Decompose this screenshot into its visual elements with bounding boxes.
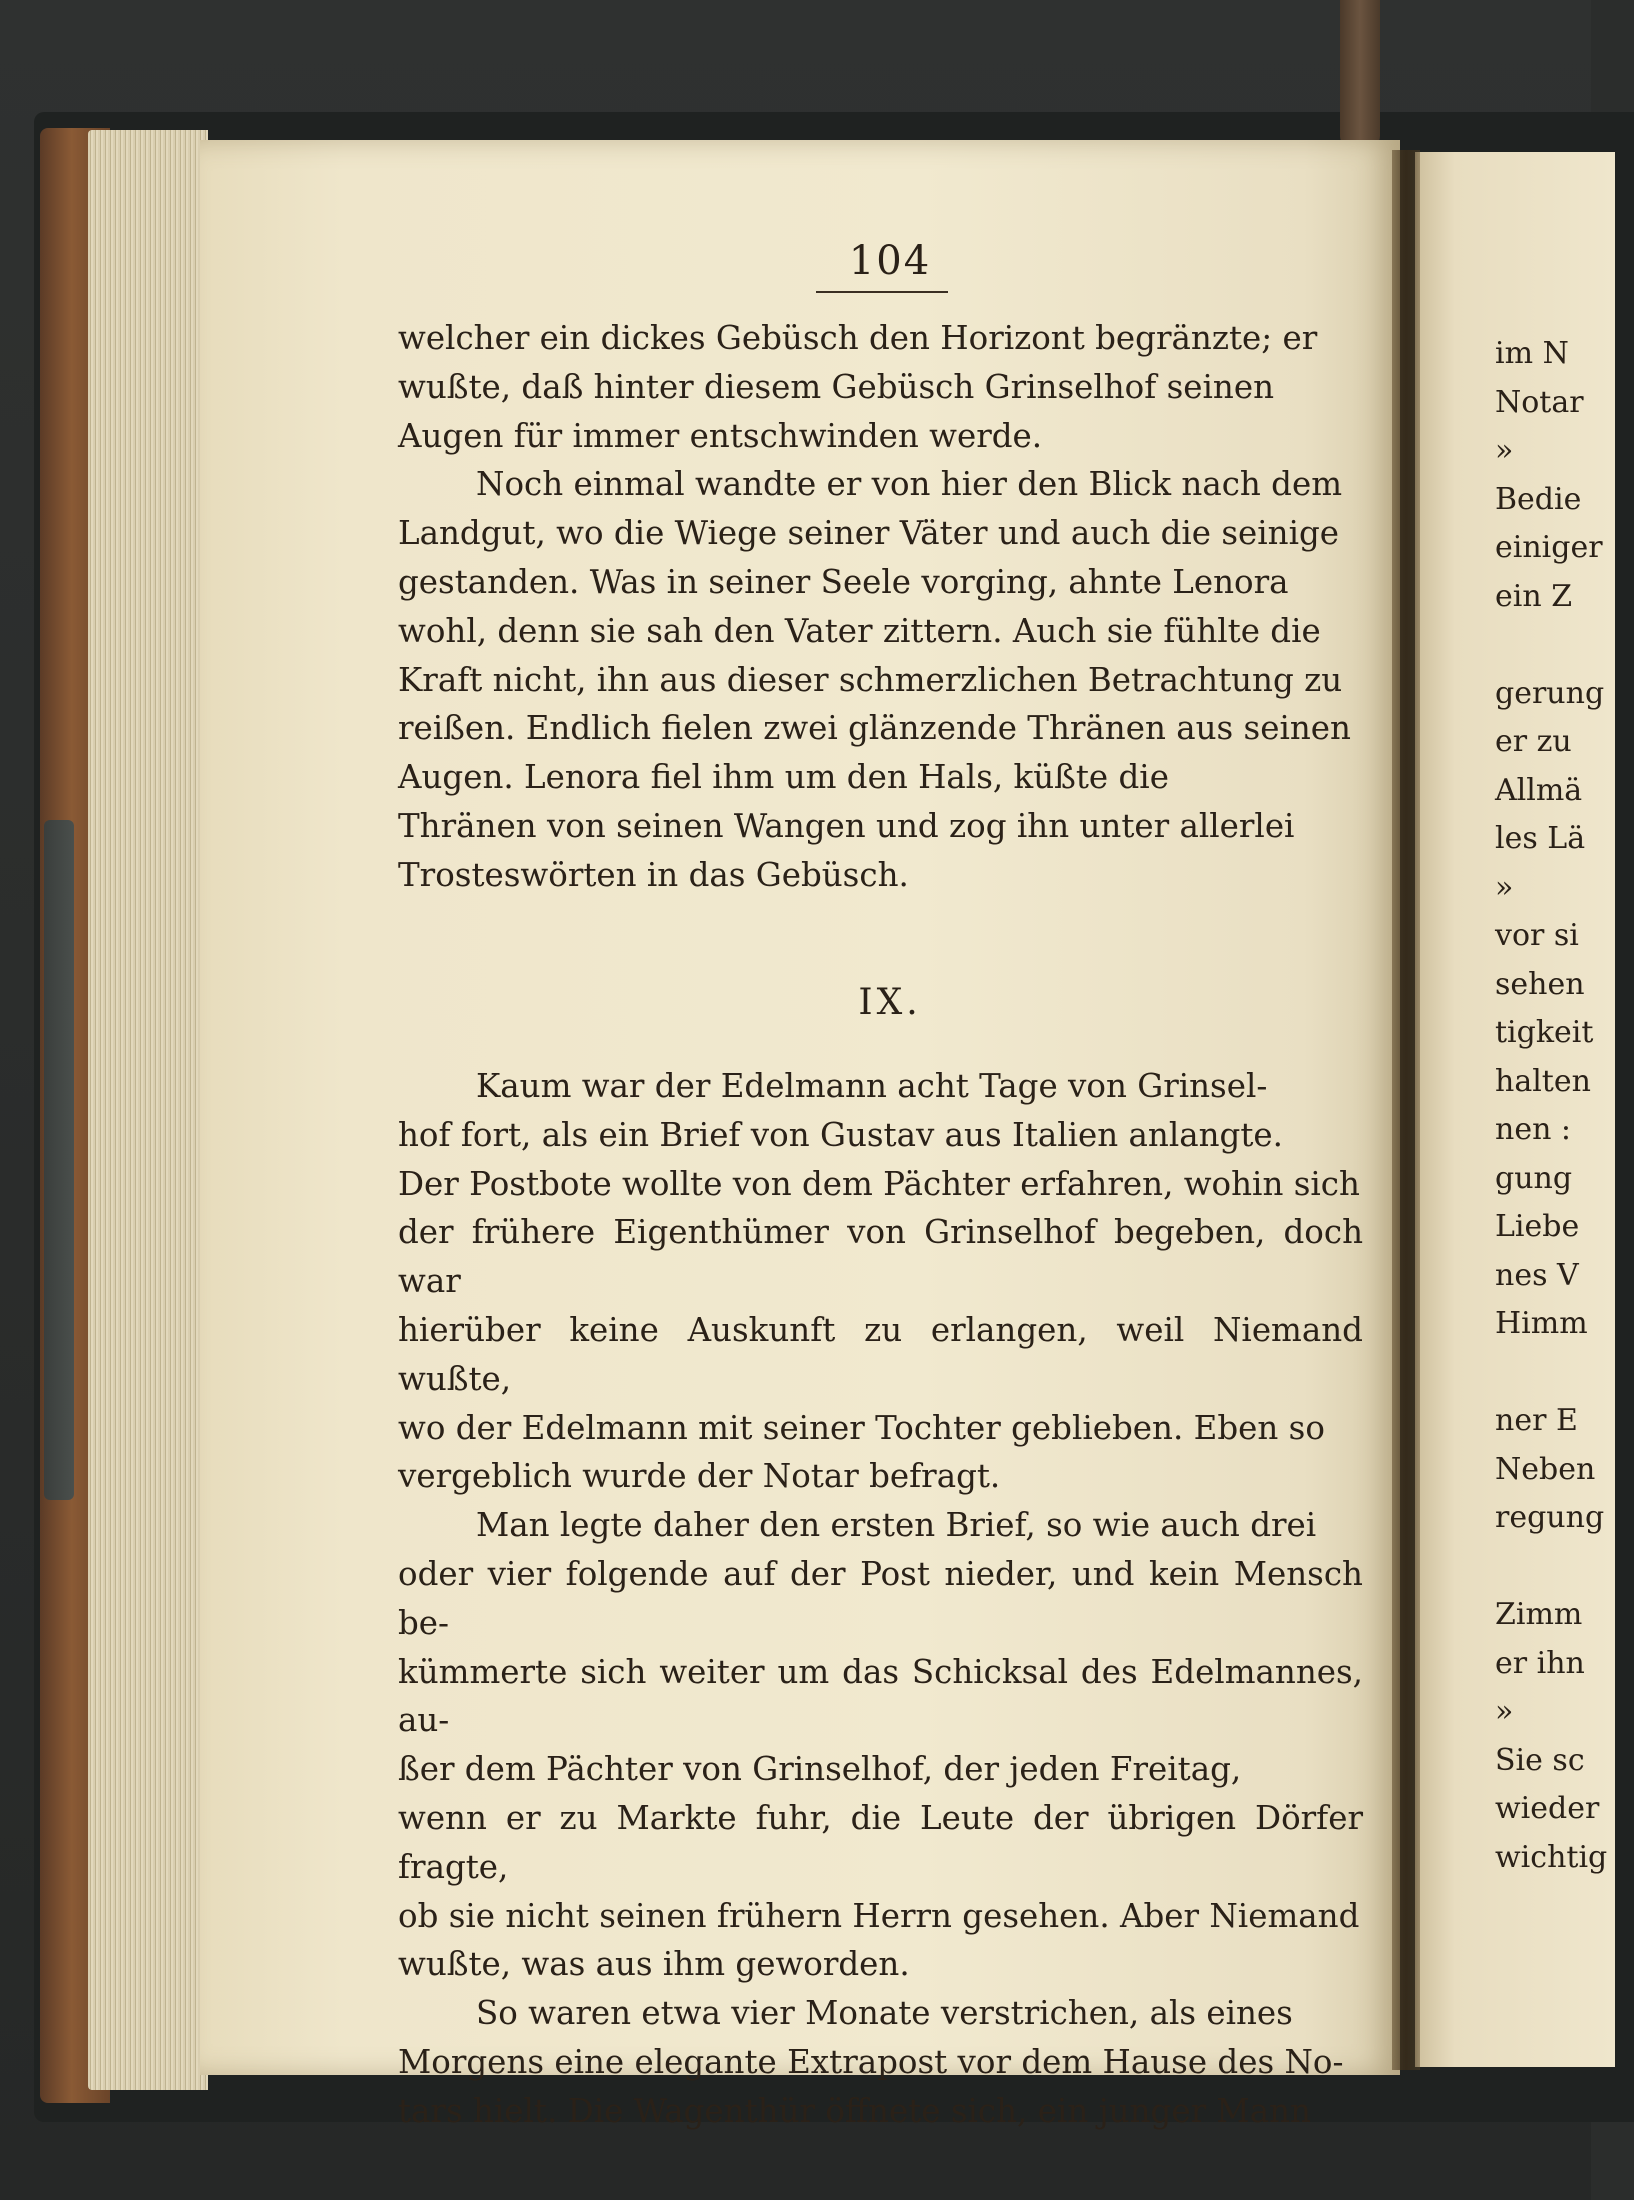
facing-page-line: gerung — [1495, 675, 1605, 711]
text-block-after-chapter — [398, 1062, 1363, 2136]
page-block-edges — [88, 130, 208, 2090]
text-line: Augen für immer entschwinden werde. — [398, 416, 1043, 455]
book-gutter — [1392, 150, 1420, 2070]
text-line: tars hielt. Die Wagenthür öffnete sich, ein junger Mann — [398, 2091, 1311, 2130]
facing-page-line: regung — [1495, 1500, 1605, 1535]
text-line: Augen. Lenora fiel ihm um den Hals, küßte die — [398, 758, 1169, 797]
text-line: Noch einmal wandte er von hier den Blick nach dem — [476, 465, 1343, 504]
text-line: wußte, daß hinter diesem Gebüsch Grinselhof seinen — [398, 367, 1275, 406]
facing-page-line: » — [1495, 433, 1514, 468]
text-line: Kraft nicht, ihn aus dieser schmerzlichen Betrachtung zu — [398, 660, 1343, 699]
facing-page-text — [1495, 330, 1615, 1882]
chapter-heading: IX. — [858, 982, 922, 1023]
facing-page-line: einiger — [1495, 530, 1603, 565]
facing-page-line: im N — [1495, 336, 1569, 371]
paragraph — [398, 1062, 1363, 1501]
facing-page-line: tigkeit — [1495, 1015, 1594, 1050]
facing-page-line: nes V — [1495, 1257, 1579, 1293]
facing-page-line: Notar — [1495, 384, 1584, 420]
text-line: ob sie nicht seinen frühern Herrn gesehen. Aber Niemand — [398, 1896, 1360, 1935]
facing-page-line: wieder — [1495, 1791, 1600, 1826]
facing-page-line: sehen — [1495, 966, 1585, 1002]
text-line: wo der Edelmann mit seiner Tochter geblieben. Eben so — [398, 1408, 1325, 1447]
text-line: Landgut, wo die Wiege seiner Väter und auch die seinige — [398, 514, 1340, 553]
facing-page-line: wichtig — [1495, 1839, 1608, 1875]
text-line: wenn er zu Markte fuhr, die Leute der übrigen Dörfer fragte, — [398, 1798, 1363, 1886]
facing-page-line: Sie sc — [1495, 1742, 1585, 1778]
paragraph — [398, 314, 1363, 460]
text-line: hof fort, als ein Brief von Gustav aus Italien anlangte. — [398, 1115, 1283, 1154]
text-line: vergeblich wurde der Notar befragt. — [398, 1457, 1001, 1496]
facing-page-line: er ihn — [1495, 1645, 1585, 1681]
bookmark-ribbon — [1340, 0, 1380, 150]
text-line: So waren etwa vier Monate verstrichen, als eines — [476, 1994, 1293, 2033]
facing-page-line: Himm — [1495, 1306, 1588, 1341]
facing-page-line: les Lä — [1495, 821, 1586, 856]
text-line: reißen. Endlich fielen zwei glänzende Thränen aus seinen — [398, 709, 1351, 748]
paragraph — [398, 460, 1363, 899]
text-line: oder vier folgende auf der Post nieder, und kein Mensch be- — [398, 1554, 1363, 1642]
facing-page-line: nen : — [1495, 1112, 1572, 1147]
text-line: gestanden. Was in seiner Seele vorging, ahnte Lenora — [398, 562, 1289, 601]
text-line: Kaum war der Edelmann acht Tage von Grinsel- — [476, 1067, 1268, 1105]
text-line: welcher ein dickes Gebüsch den Horizont begränzte; er — [398, 319, 1318, 357]
facing-page-line: halten — [1495, 1063, 1591, 1099]
paragraph — [398, 1501, 1363, 1989]
facing-page-line: Allmä — [1495, 772, 1583, 808]
page-number-rule — [816, 291, 948, 293]
book-cover-worn-patch — [44, 820, 74, 1500]
text-line: Thränen von seinen Wangen und zog ihn unter allerlei — [398, 806, 1295, 845]
text-line: wußte, was aus ihm geworden. — [398, 1945, 910, 1984]
facing-page-line: Liebe — [1495, 1209, 1580, 1244]
facing-page-line: » — [1495, 1694, 1514, 1729]
text-line: Der Postbote wollte von dem Pächter erfahren, wohin sich — [398, 1164, 1360, 1203]
facing-page-line: gung — [1495, 1160, 1573, 1196]
text-line: wohl, denn sie sah den Vater zittern. Auch sie fühlte die — [398, 611, 1321, 650]
text-block-before-chapter — [398, 314, 1363, 900]
text-line: der frühere Eigenthümer von Grinselhof begeben, doch war — [398, 1213, 1363, 1301]
facing-page-line: Neben — [1495, 1451, 1596, 1487]
facing-page-line: » — [1495, 869, 1514, 905]
facing-page-line: ein Z — [1495, 578, 1573, 614]
facing-page-line — [1495, 1349, 1615, 1398]
text-line: kümmerte sich weiter um das Schicksal des Edelmannes, au- — [398, 1652, 1363, 1740]
text-line: ßer dem Pächter von Grinselhof, der jeden Freitag, — [398, 1750, 1242, 1789]
facing-page-line — [1495, 621, 1615, 670]
facing-page-line: ner E — [1495, 1403, 1578, 1438]
facing-page-line: Bedie — [1495, 481, 1582, 517]
facing-page-line: vor si — [1495, 918, 1579, 953]
facing-page-line: Zimm — [1495, 1597, 1583, 1632]
text-line: Morgens eine elegante Extrapost vor dem Hause des No- — [398, 2042, 1344, 2081]
paragraph — [398, 1989, 1363, 2135]
facing-page-line: er zu — [1495, 724, 1572, 759]
text-line: hierüber keine Auskunft zu erlangen, weil Niemand wußte, — [398, 1310, 1363, 1398]
page-number: 104 — [848, 238, 932, 284]
text-line: Man legte daher den ersten Brief, so wie auch drei — [476, 1506, 1317, 1545]
text-line: Trosteswörten in das Gebüsch. — [398, 855, 909, 894]
facing-page-line — [1495, 1543, 1615, 1592]
